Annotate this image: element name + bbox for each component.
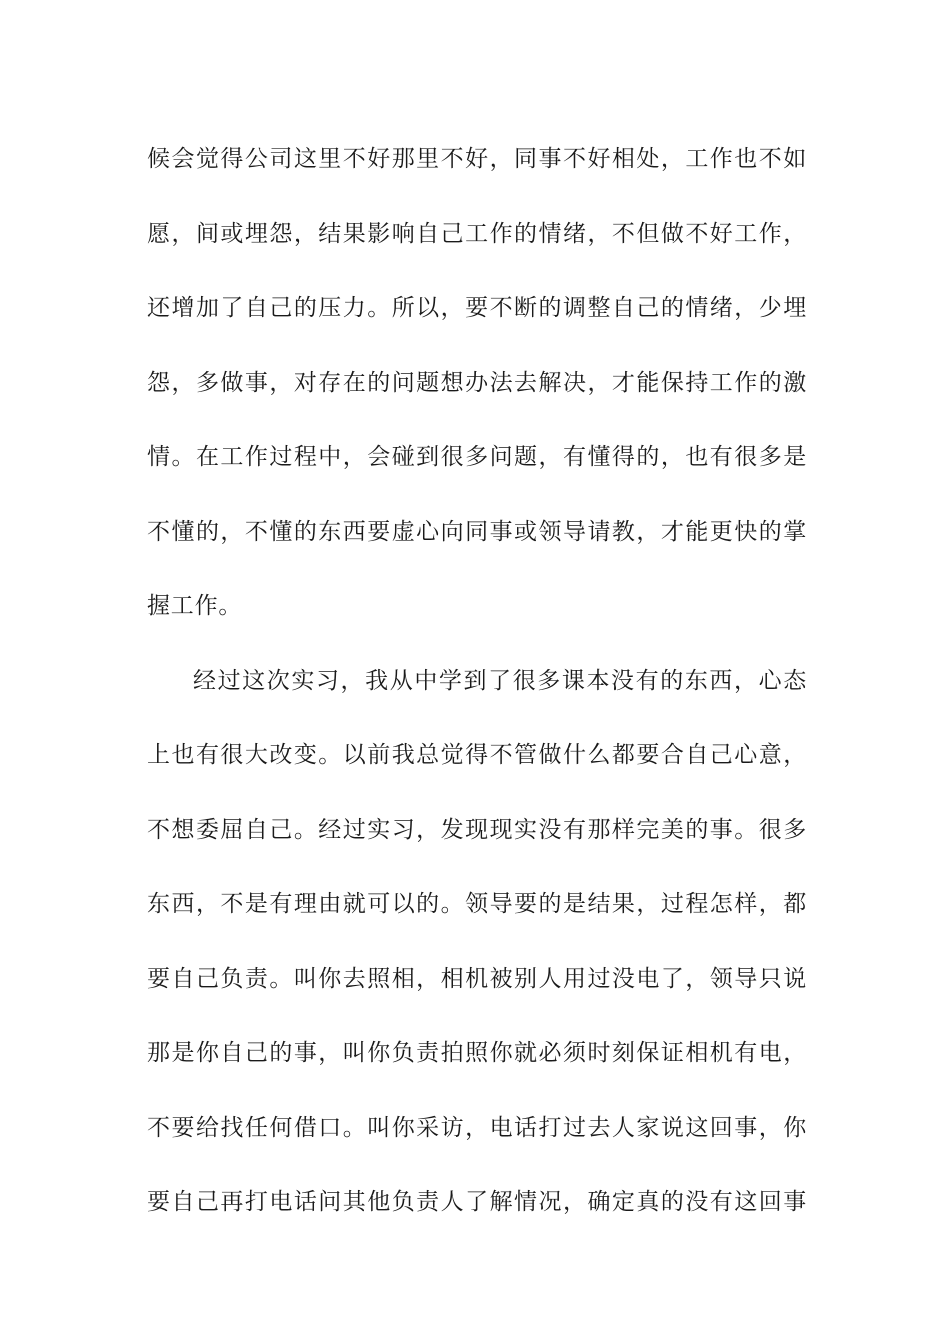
paragraph-2-line-8: 要自己再打电话问其他负责人了解情况，确定真的没有这回事 [147, 1189, 807, 1215]
paragraph-1-line-7: 握工作。 [147, 593, 243, 619]
paragraph-2-line-5: 要自己负责。叫你去照相，相机被别人用过没电了，领导只说 [147, 965, 807, 992]
paragraph-1-line-1: 候会觉得公司这里不好那里不好，同事不好相处，工作也不如 [147, 146, 807, 172]
paragraph-1-line-2: 愿，间或埋怨，结果影响自己工作的情绪，不但做不好工作， [147, 220, 807, 247]
paragraph-2-line-4: 东西，不是有理由就可以的。领导要的是结果，过程怎样，都 [147, 891, 807, 917]
paragraph-1-line-5: 情。在工作过程中，会碰到很多问题，有懂得的，也有很多是 [147, 444, 807, 470]
paragraph-2-line-6: 那是你自己的事，叫你负责拍照你就必须时刻保证相机有电， [147, 1040, 807, 1066]
paragraph-2-line-1: 经过这次实习，我从中学到了很多课本没有的东西，心态 [193, 667, 807, 694]
paragraph-2-line-7: 不要给找任何借口。叫你采访，电话打过去人家说这回事，你 [147, 1114, 807, 1141]
paragraph-2-line-3: 不想委屈自己。经过实习，发现现实没有那样完美的事。很多 [147, 816, 807, 843]
paragraph-1-line-4: 怨，多做事，对存在的问题想办法去解决，才能保持工作的激 [147, 369, 807, 396]
document-body [147, 122, 807, 1240]
paragraph-2-line-2: 上也有很大改变。以前我总觉得不管做什么都要合自己心意， [147, 742, 807, 768]
paragraph-1-line-6: 不懂的，不懂的东西要虚心向同事或领导请教，才能更快的掌 [147, 518, 807, 545]
paragraph-1-line-3: 还增加了自己的压力。所以，要不断的调整自己的情绪，少埋 [147, 295, 807, 321]
